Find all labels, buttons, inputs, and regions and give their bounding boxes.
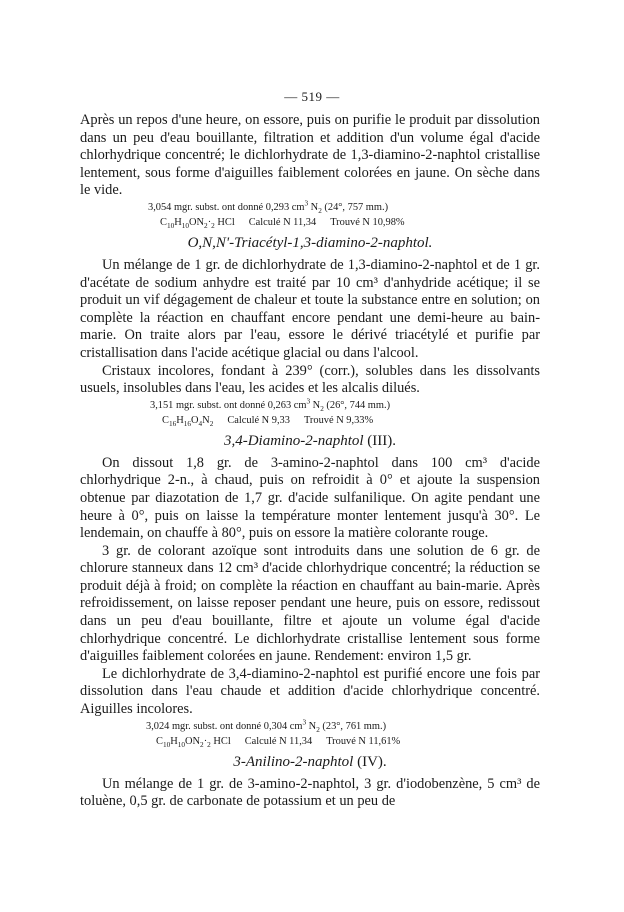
analysis-2-line-1 (80, 399, 540, 413)
page-number: — 519 — (284, 89, 340, 104)
analysis-3-measure: 3,024 mgr. subst. ont donné 0,304 cm (146, 720, 303, 732)
analysis-2-sup: 3 (306, 397, 311, 406)
analysis-2-conditions: (26°, 744 mm.) (323, 399, 391, 411)
section-heading-diamino-title: 3,4-Diamino-2-naphtol (223, 432, 364, 449)
analysis-3-line-1 (80, 720, 540, 734)
section-heading-anilino (80, 753, 540, 772)
paragraph-4: On dissout 1,8 gr. de 3-amino-2-naphtol dans 100 cm³ d'acide chlorhydrique 2-n., à chaud, puis on refroidit à 0° et ajoute la suspension obtenue par diazotation de 1,7 gr. d'acide sulfanilique. On agite pendant une heure à 0°, puis on laisse la température monter lentement jusqu'à 30°. Le lendemain, on chauffe à 80°, puis on essore la matière colorante rouge. (80, 454, 540, 542)
analysis-2-sub: 2 (320, 404, 324, 413)
analysis-1-conditions: (24°, 757 mm.) (321, 201, 389, 213)
section-heading-anilino-title: 3-Anilino-2-naphtol (233, 753, 354, 770)
section-heading-triacetyl: O,N,N'-Triacétyl-1,3-diamino-2-naphtol. (187, 234, 433, 251)
analysis-3-line-2 (80, 735, 540, 749)
analysis-2-measure: 3,151 mgr. subst. ont donné 0,263 cm (150, 399, 307, 411)
body-text (80, 112, 540, 811)
paragraph-5: 3 gr. de colorant azoïque sont introduits dans une solution de 6 gr. de chlorure stanneux dans 12 cm³ d'acide chlorhydrique concentré; la réduction se produit déjà à froid; on complète la réaction en chauffant au bain-marie. Après refroidissement, on laisse reposer pendant une heure, puis on essore, redissout dans un peu d'eau bouillante, filtre et ajoute un volume égal d'acide chlorhydrique concentré. Le dichlorhydrate cristallise lentement sous forme d'aiguilles faiblement colorées en jaune. Rendement: environ 1,5 gr. (80, 542, 540, 665)
analysis-2-line-2 (80, 414, 540, 428)
analysis-2-gas: N (310, 399, 321, 411)
analysis-3-formula: $C_{10}H_{10}ON_2\cdot_2$ HCl (156, 735, 231, 749)
analysis-1-found: Trouvé N 10,98% (330, 216, 405, 228)
analysis-3-calculated: Calculé N 11,34 (244, 735, 313, 747)
analysis-3-gas: N (306, 720, 317, 732)
analysis-1-line-2 (80, 216, 540, 230)
analysis-1-gas: N (308, 201, 319, 213)
analysis-2-calculated: Calculé N 9,33 (227, 414, 290, 426)
analysis-3-sub: 2 (316, 725, 320, 734)
paragraph-1: Après un repos d'une heure, on essore, puis on purifie le produit par dissolution dans un peu d'eau bouillante, filtration et addition d'un volume égal d'acide chlorhydrique concentré; le dichlorhydrate de 1,3-diamino-2-naphtol cristallise lentement, sous forme d'aiguilles faiblement colorées en jaune. On sèche dans le vide. (80, 112, 540, 199)
analysis-1-sup: 3 (304, 199, 309, 208)
section-heading-anilino-number: (IV). (353, 753, 387, 770)
analysis-1-sub: 2 (318, 207, 322, 216)
paragraph-2: Un mélange de 1 gr. de dichlorhydrate de 1,3-diamino-2-naphtol et de 1 gr. d'acétate de sodium anhydre est traité par 10 cm³ d'anhydride acétique; il se produit un vif dégagement de chaleur et toute la substance entre en solution; on complète la réaction en chauffant encore pendant une demi-heure au bain-marie. On traite alors par l'eau, essore le dérivé triacétylé et purifie par cristallisation dans l'acide acétique glacial ou dans l'alcool. (80, 256, 540, 361)
analysis-1-formula: $C_{10}H_{10}ON_2\cdot_2$ HCl (160, 216, 235, 231)
analysis-3-found: Trouvé N 11,61% (326, 735, 401, 747)
section-heading-diamino (80, 432, 540, 451)
analysis-1-line-1 (80, 201, 540, 215)
paragraph-7: Un mélange de 1 gr. de 3-amino-2-naphtol, 3 gr. d'iodobenzène, 5 cm³ de toluène, 0,5 gr. de carbonate de potassium et un peu de (80, 775, 540, 810)
analysis-2-found: Trouvé N 9,33% (303, 414, 374, 426)
section-heading-diamino-number: (III). (363, 432, 397, 449)
analysis-3-conditions: (23°, 761 mm.) (319, 720, 387, 732)
analysis-3-sup: 3 (302, 718, 307, 727)
paragraph-6: Le dichlorhydrate de 3,4-diamino-2-naphtol est purifié encore une fois par dissolution dans l'eau chaude et addition d'acide chlorhydrique concentré. Aiguilles incolores. (80, 665, 540, 718)
paragraph-3: Cristaux incolores, fondant à 239° (corr.), solubles dans les dissolvants usuels, insolubles dans l'eau, les acides et les alcalis dilués. (80, 362, 540, 397)
analysis-2-formula: $C_{16}H_{16}O_4N_2$ (162, 414, 214, 428)
analysis-1-calculated: Calculé N 11,34 (248, 216, 317, 228)
analysis-1-measure: 3,054 mgr. subst. ont donné 0,293 cm (148, 201, 305, 213)
